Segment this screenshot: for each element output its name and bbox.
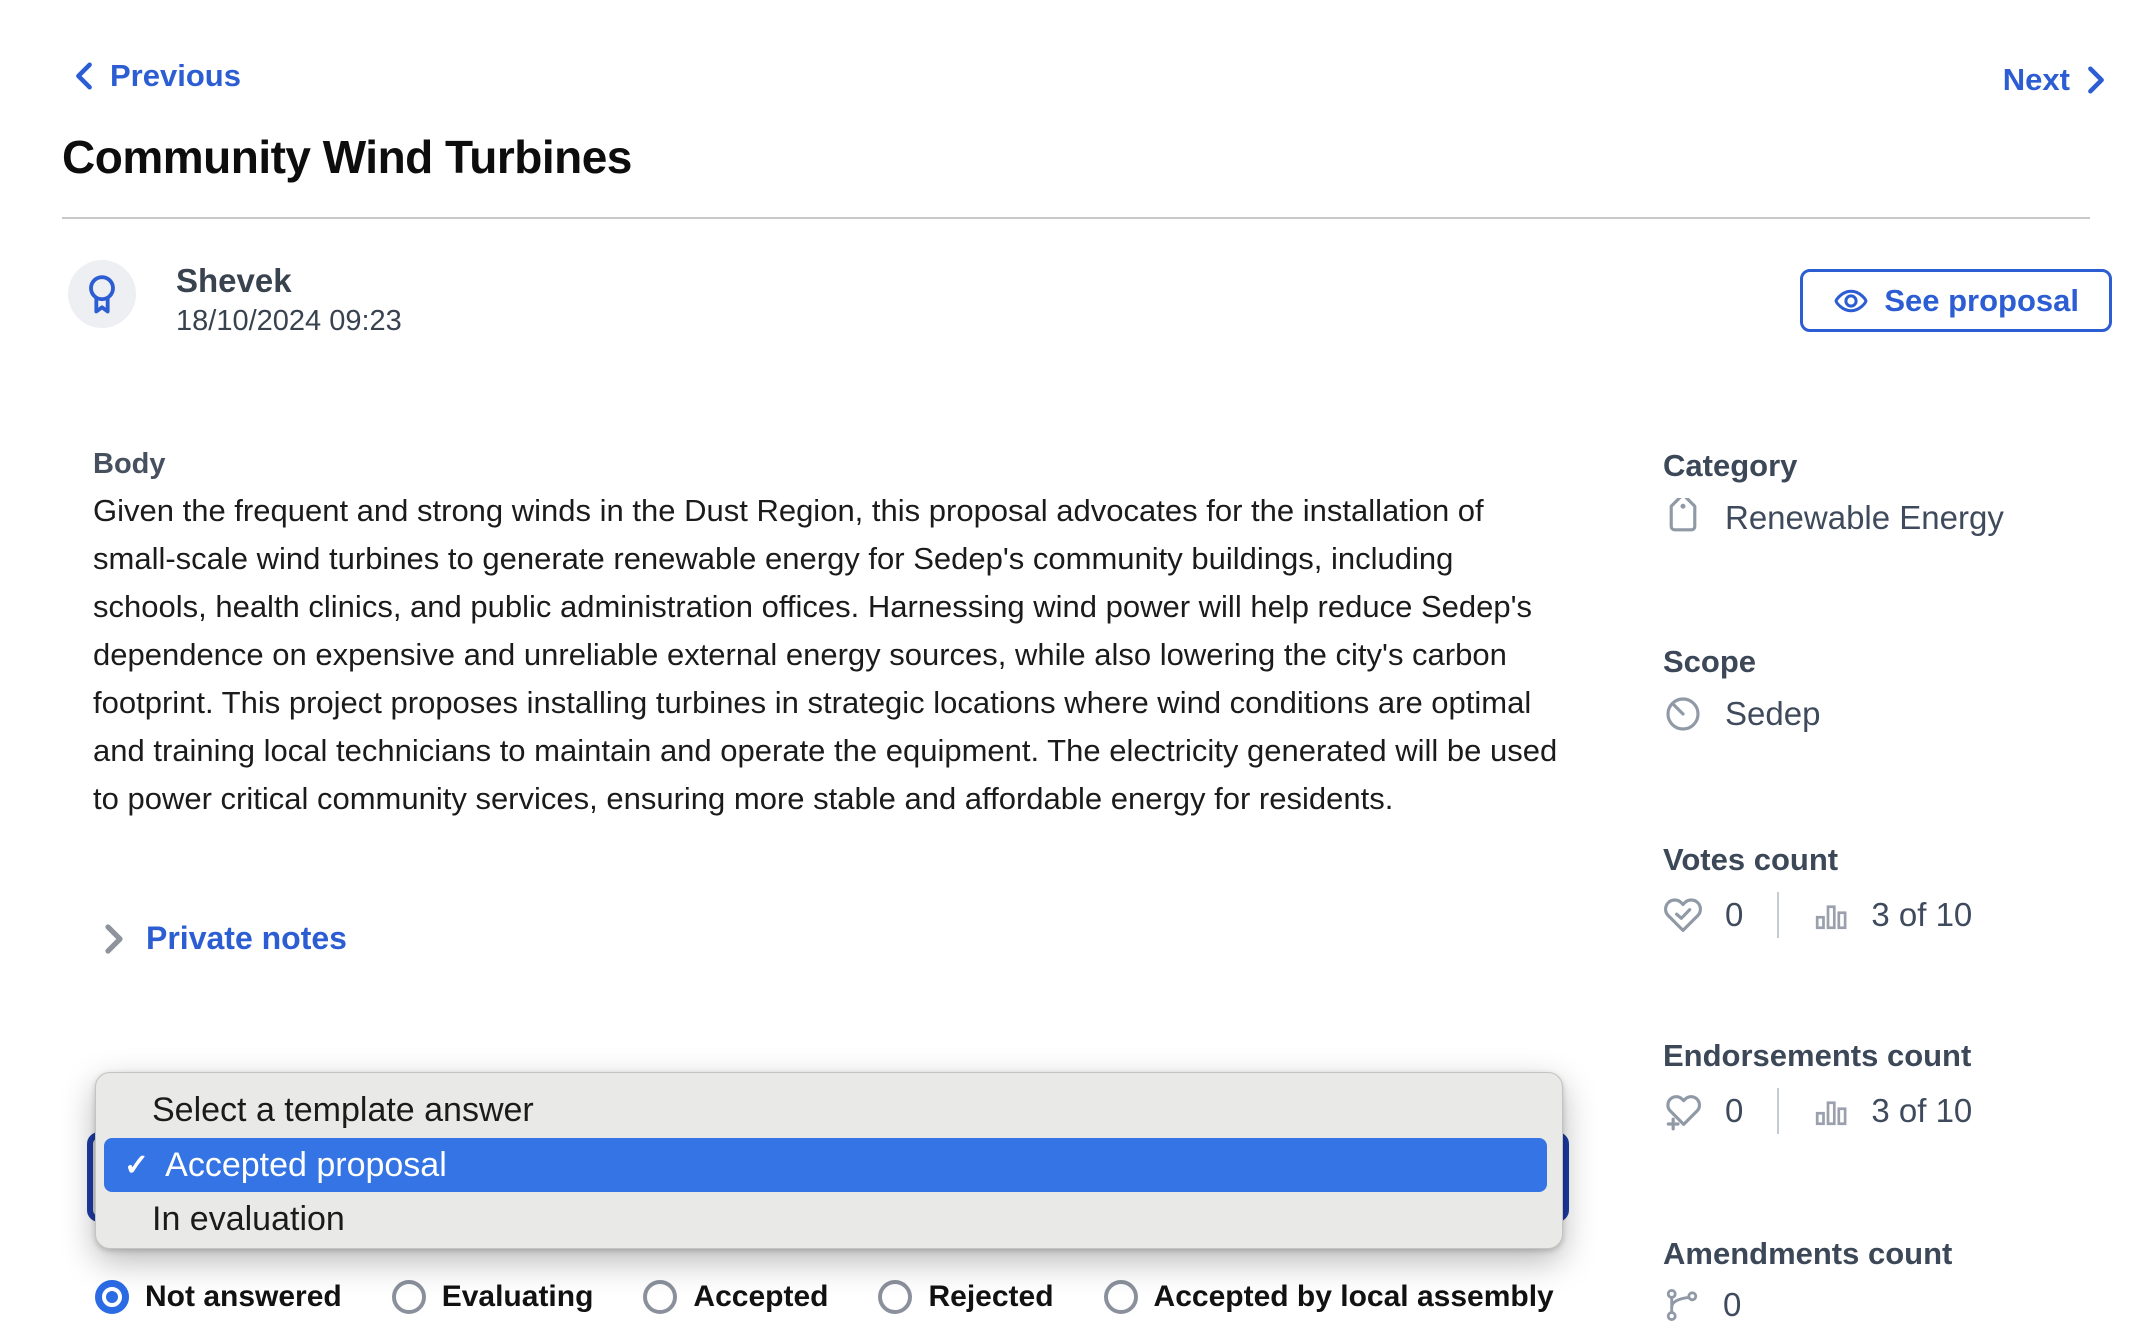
votes-count-row <box>1663 892 1972 938</box>
author-name: Shevek <box>176 262 292 299</box>
chevron-right-icon <box>2084 65 2108 95</box>
dropdown-option-accepted-proposal[interactable] <box>104 1138 1547 1192</box>
page-title: Community Wind Turbines <box>62 131 632 183</box>
next-link[interactable] <box>2003 62 2108 98</box>
template-answer-dropdown <box>95 1072 1563 1249</box>
amendments-count-label: Amendments count <box>1663 1236 1953 1271</box>
radio-selected-icon <box>95 1280 129 1314</box>
body-section-label: Body <box>93 448 166 480</box>
radio-accepted-by-local-assembly[interactable]: Accepted by local assembly <box>1104 1280 1554 1314</box>
dropdown-option-in-evaluation[interactable] <box>96 1193 1562 1246</box>
tag-icon <box>1663 498 1703 538</box>
radio-unselected-icon <box>1104 1280 1138 1314</box>
category-value-row <box>1663 498 2004 538</box>
chevron-left-icon <box>72 61 96 91</box>
amendments-count-value: 0 <box>1723 1286 1742 1323</box>
votes-count-value: 0 <box>1725 896 1744 933</box>
see-proposal-label: See proposal <box>1884 282 2079 318</box>
heart-add-icon <box>1663 1091 1703 1131</box>
author-timestamp: 18/10/2024 09:23 <box>176 305 402 337</box>
see-proposal-button[interactable] <box>1800 269 2112 332</box>
amendments-count-row <box>1663 1286 1741 1324</box>
endorsements-count-label: Endorsements count <box>1663 1038 1972 1073</box>
git-branch-icon <box>1663 1286 1701 1324</box>
previous-label: Previous <box>110 58 241 93</box>
dropdown-option-label: Select a template answer <box>152 1091 534 1129</box>
private-notes-label: Private notes <box>146 920 347 956</box>
scope-dial-icon <box>1663 694 1703 734</box>
next-label: Next <box>2002 62 2070 97</box>
votes-count-label: Votes count <box>1663 842 1839 877</box>
previous-link[interactable] <box>72 58 241 94</box>
scope-value-row <box>1663 694 1820 734</box>
body-text: Given the frequent and strong winds in the Dust Region, this proposal advocates for the installation of small-scale wind turbines to generate renewable energy for Sedep's community buildings, including schools, health clinics, and public administration offices. Harnessing wind power will help reduce Sedep's dependence on expensive and unreliable external energy sources, while also lowering the city's carbon footprint. This project proposes installing turbines in strategic locations where wind conditions are optimal and training local technicians to maintain and operate the equipment. The electricity generated will be used to power critical community services, ensuring more stable and affordable energy for residents. <box>93 493 1558 816</box>
radio-unselected-icon <box>643 1280 677 1314</box>
bar-chart-icon <box>1813 897 1849 933</box>
chevron-right-icon <box>100 923 126 955</box>
category-value: Renewable Energy <box>1725 499 2004 536</box>
radio-not-answered[interactable]: Not answered <box>95 1280 342 1314</box>
radio-evaluating[interactable]: Evaluating <box>392 1280 594 1314</box>
heart-check-icon <box>1663 895 1703 935</box>
eye-icon <box>1833 283 1869 319</box>
endorsements-count-value: 0 <box>1725 1092 1744 1129</box>
endorsements-count-row <box>1663 1088 1972 1134</box>
category-label: Category <box>1663 448 1798 483</box>
title-divider <box>62 217 2090 219</box>
endorsements-threshold-value: 3 of 10 <box>1871 1092 1973 1129</box>
radio-unselected-icon <box>878 1280 912 1314</box>
bar-chart-icon <box>1813 1093 1849 1129</box>
radio-unselected-icon <box>392 1280 426 1314</box>
check-icon: ✓ <box>124 1148 150 1182</box>
scope-label: Scope <box>1663 644 1757 679</box>
votes-threshold-value: 3 of 10 <box>1871 896 1973 933</box>
answer-status-radio-group <box>95 1280 1554 1314</box>
count-divider <box>1777 1088 1779 1134</box>
dropdown-option-placeholder[interactable] <box>96 1084 1562 1137</box>
private-notes-toggle[interactable] <box>100 920 347 957</box>
dropdown-option-label: Accepted proposal <box>165 1145 447 1184</box>
count-divider <box>1777 892 1779 938</box>
scope-value: Sedep <box>1725 695 1821 732</box>
avatar <box>68 260 136 328</box>
award-badge-icon <box>82 272 122 316</box>
dropdown-option-label: In evaluation <box>152 1200 345 1238</box>
radio-accepted[interactable]: Accepted <box>643 1280 828 1314</box>
radio-rejected[interactable]: Rejected <box>878 1280 1053 1314</box>
